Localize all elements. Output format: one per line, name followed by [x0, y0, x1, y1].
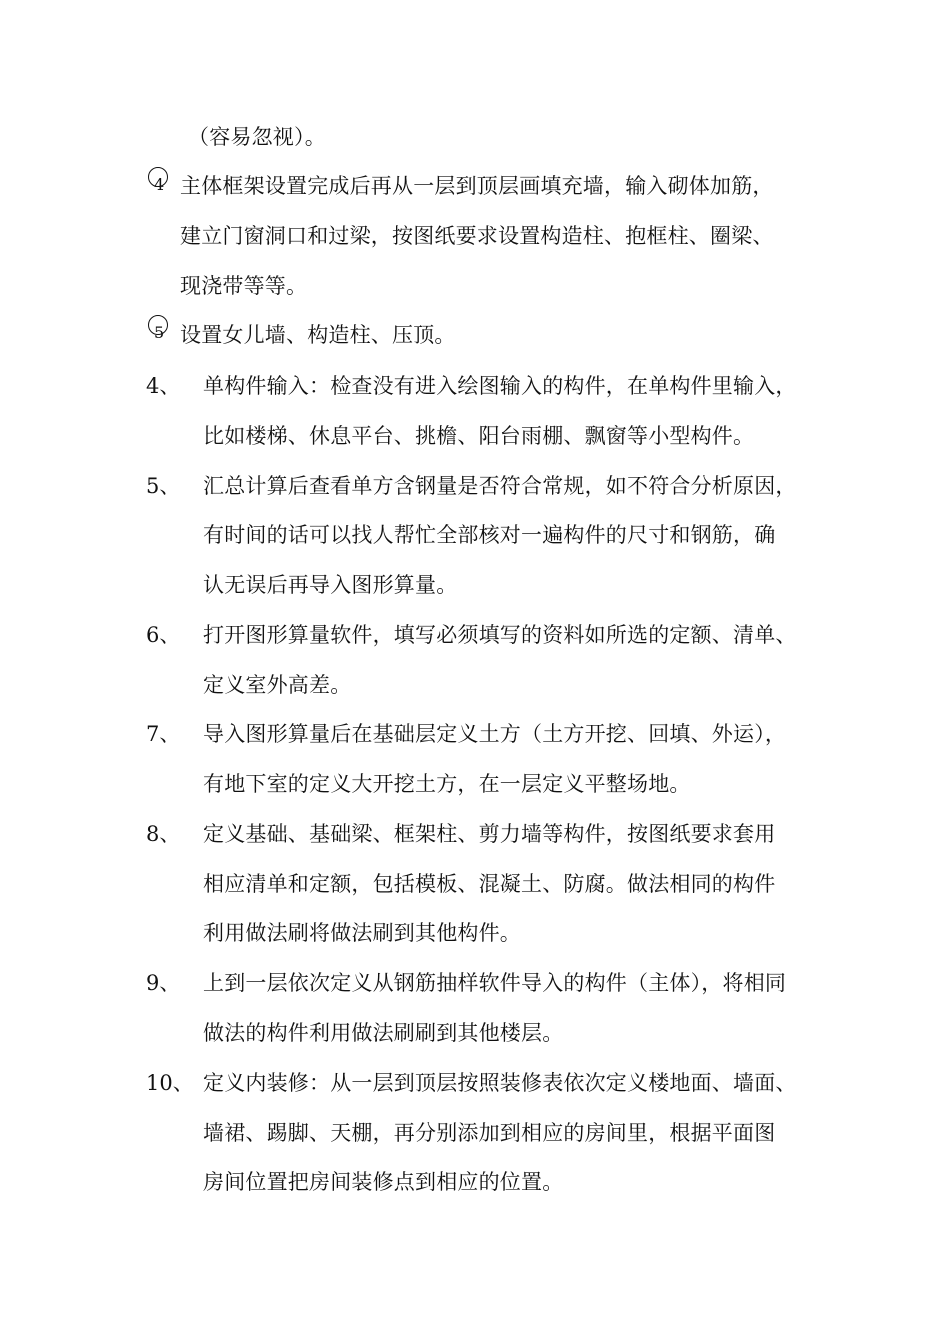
list-item-line: 墙裙、踢脚、天棚，再分别添加到相应的房间里，根据平面图 [203, 1121, 776, 1145]
sub-item-4-line-3: 现浇带等等。 [180, 274, 308, 298]
list-number: 10、 [146, 1071, 194, 1095]
sub-item-4-line-2: 建立门窗洞口和过梁，按图纸要求设置构造柱、抱框柱、圈梁、 [180, 224, 774, 248]
list-item-line: 汇总计算后查看单方含钢量是否符合常规，如不符合分析原因， [203, 474, 797, 498]
list-item-line: 定义基础、基础梁、框架柱、剪力墙等构件，按图纸要求套用 [203, 822, 776, 846]
list-item-line: 上到一层依次定义从钢筋抽样软件导入的构件（主体），将相同 [203, 971, 787, 995]
sub-item-4-line-1: 主体框架设置完成后再从一层到顶层画填充墙，输入砌体加筋， [180, 174, 774, 198]
list-item-line: 打开图形算量软件，填写必须填写的资料如所选的定额、清单、 [203, 623, 797, 647]
list-item-line: 单构件输入：检查没有进入绘图输入的构件，在单构件里输入， [203, 374, 797, 398]
list-item-line: 相应清单和定额，包括模板、混凝土、防腐。做法相同的构件 [203, 872, 776, 896]
list-number: 7、 [146, 722, 181, 746]
list-item-line: 认无误后再导入图形算量。 [203, 573, 458, 597]
list-number: 5、 [146, 474, 181, 498]
circled-number-digit: 5 [154, 323, 165, 342]
list-item-line: 有时间的话可以找人帮忙全部核对一遍构件的尺寸和钢筋，确 [203, 523, 776, 547]
list-number: 9、 [146, 971, 181, 995]
list-item-line: 导入图形算量后在基础层定义土方（土方开挖、回填、外运）， [203, 722, 787, 746]
list-number: 8、 [146, 822, 181, 846]
circled-number-digit: 4 [154, 175, 165, 194]
list-item-line: 利用做法刷将做法刷到其他构件。 [203, 921, 521, 945]
list-item-line: 定义内装修：从一层到顶层按照装修表依次定义楼地面、墙面、 [203, 1071, 797, 1095]
list-item-line: 房间位置把房间装修点到相应的位置。 [203, 1170, 564, 1194]
list-item-line: 定义室外高差。 [203, 673, 352, 697]
list-number: 6、 [146, 623, 181, 647]
list-number: 4、 [146, 374, 181, 398]
list-item-line: 做法的构件利用做法刷刷到其他楼层。 [203, 1021, 564, 1045]
carry-over-line: （容易忽视）。 [188, 125, 326, 149]
list-item-line: 比如楼梯、休息平台、挑檐、阳台雨棚、飘窗等小型构件。 [203, 424, 755, 448]
sub-item-5-line-1: 设置女儿墙、构造柱、压顶。 [180, 323, 456, 347]
list-item-line: 有地下室的定义大开挖土方，在一层定义平整场地。 [203, 772, 691, 796]
